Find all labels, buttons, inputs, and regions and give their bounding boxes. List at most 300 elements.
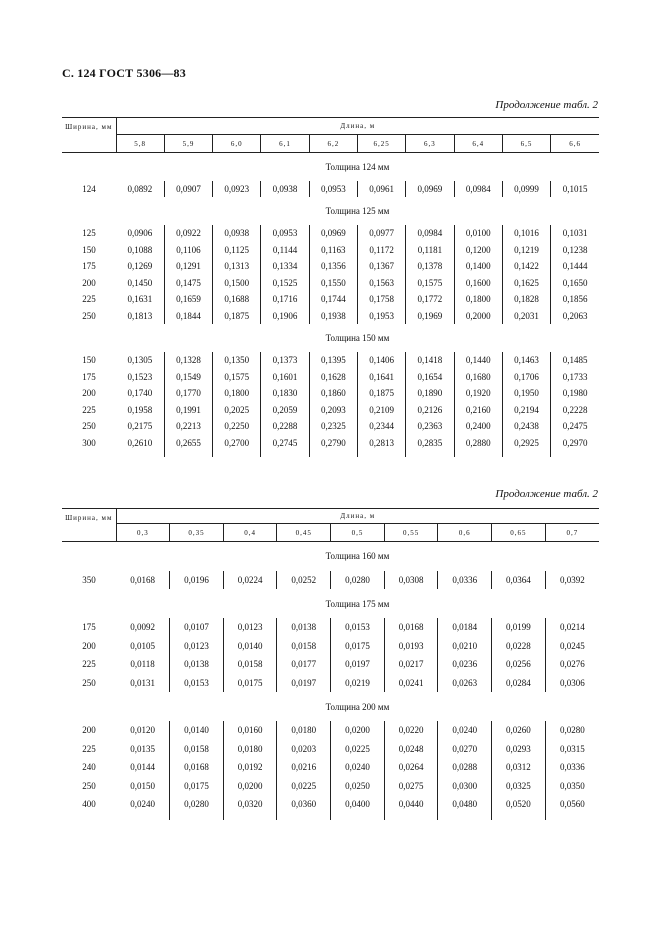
volume-cell: 0,2475 (551, 418, 599, 435)
row-width: 200 (82, 725, 96, 736)
row-width: 225 (82, 743, 96, 754)
volume-cell: 0,0240 (438, 721, 492, 740)
table-tail-cell (116, 451, 164, 457)
volume-cell: 0,1772 (406, 291, 454, 308)
section-title: Толщина 200 мм (325, 701, 390, 712)
volume-cell: 0,2970 (551, 435, 599, 452)
volume-cell: 0,1475 (164, 275, 212, 292)
row-width: 250 (82, 421, 96, 432)
volume-cell: 0,1716 (261, 291, 309, 308)
volume-cell: 0,0276 (545, 655, 599, 674)
volume-cell: 0,0350 (545, 777, 599, 796)
volume-cell: 0,2194 (502, 402, 550, 419)
volume-cell: 0,1219 (502, 242, 550, 259)
volume-cell: 0,0158 (223, 655, 277, 674)
length-column-header: 0,55 (384, 524, 438, 542)
volume-cell: 0,1575 (213, 369, 261, 386)
row-width: 400 (82, 799, 96, 810)
volume-cell: 0,1200 (454, 242, 502, 259)
volume-cell: 0,0131 (130, 677, 155, 688)
volume-cell: 0,1269 (127, 261, 153, 272)
volume-cell: 0,1440 (454, 352, 502, 369)
table-row (62, 225, 599, 242)
volume-cell: 0,0092 (130, 622, 155, 633)
table-tail-cell (551, 451, 599, 457)
volume-cell: 0,1500 (213, 275, 261, 292)
volume-cell: 0,0400 (331, 795, 385, 814)
volume-cell: 0,0264 (384, 758, 438, 777)
volume-cell: 0,0923 (213, 181, 261, 198)
table-tail-cell (116, 814, 170, 820)
volume-cell: 0,0270 (438, 740, 492, 759)
volume-cell: 0,0192 (223, 758, 277, 777)
volume-cell: 0,1770 (164, 385, 212, 402)
volume-cell: 0,1654 (406, 369, 454, 386)
length-column-header: 0,4 (223, 524, 277, 542)
volume-cell: 0,0293 (492, 740, 546, 759)
volume-cell: 0,1031 (551, 225, 599, 242)
volume-cell: 0,1830 (261, 385, 309, 402)
volume-cell: 0,1523 (127, 371, 153, 382)
volume-cell: 0,0100 (454, 225, 502, 242)
volume-cell: 0,0961 (357, 181, 405, 198)
volume-cell: 0,2063 (551, 308, 599, 325)
volume-cell: 0,0892 (127, 183, 153, 194)
volume-cell: 0,1890 (406, 385, 454, 402)
table-row (62, 352, 599, 369)
row-width: 175 (82, 371, 96, 382)
table-tail-cell (309, 451, 357, 457)
volume-cell: 0,1305 (127, 355, 153, 366)
table-tail-cell (213, 451, 261, 457)
length-column-header: 0,3 (116, 524, 170, 542)
length-column-header: 6,5 (502, 135, 550, 153)
volume-cell: 0,1016 (502, 225, 550, 242)
volume-cell: 0,0175 (170, 777, 224, 796)
volume-cell: 0,0256 (492, 655, 546, 674)
volume-cell: 0,2000 (454, 308, 502, 325)
volume-cell: 0,2655 (164, 435, 212, 452)
volume-cell: 0,0214 (545, 618, 599, 637)
volume-cell: 0,1758 (357, 291, 405, 308)
table-row (62, 308, 599, 325)
volume-cell: 0,1706 (502, 369, 550, 386)
volume-cell: 0,2175 (127, 421, 153, 432)
volume-cell: 0,1688 (213, 291, 261, 308)
row-width: 240 (82, 762, 96, 773)
table-row (62, 618, 599, 637)
table-row (62, 258, 599, 275)
volume-cell: 0,0150 (130, 780, 155, 791)
volume-cell: 0,0180 (277, 721, 331, 740)
volume-cell: 0,1367 (357, 258, 405, 275)
row-width: 150 (82, 355, 96, 366)
table-row (62, 740, 599, 759)
volume-cell: 0,1875 (357, 385, 405, 402)
table-tail-cell (545, 814, 599, 820)
volume-cell: 0,0315 (545, 740, 599, 759)
volume-cell: 0,1813 (127, 310, 153, 321)
table-row (62, 655, 599, 674)
volume-cell: 0,2093 (309, 402, 357, 419)
width-column-header: Ширина, мм (62, 118, 116, 153)
volume-cell: 0,1991 (164, 402, 212, 419)
volume-cell: 0,0325 (492, 777, 546, 796)
volume-cell: 0,0560 (545, 795, 599, 814)
volume-cell: 0,0144 (130, 762, 155, 773)
section-spacer (62, 589, 116, 618)
volume-cell: 0,0984 (406, 225, 454, 242)
volume-cell: 0,2325 (309, 418, 357, 435)
volume-cell: 0,0280 (170, 795, 224, 814)
volume-cell: 0,0280 (331, 571, 385, 590)
volume-cell: 0,1641 (357, 369, 405, 386)
volume-cell: 0,0217 (384, 655, 438, 674)
volume-cell: 0,2250 (213, 418, 261, 435)
volume-cell: 0,0219 (331, 674, 385, 693)
length-column-header: 6,0 (213, 135, 261, 153)
volume-cell: 0,1920 (454, 385, 502, 402)
section-spacer (62, 542, 116, 571)
volume-cell: 0,1906 (261, 308, 309, 325)
volume-cell: 0,2790 (309, 435, 357, 452)
volume-cell: 0,1628 (309, 369, 357, 386)
volume-cell: 0,0158 (277, 637, 331, 656)
volume-cell: 0,1418 (406, 352, 454, 369)
volume-cell: 0,1875 (213, 308, 261, 325)
table-row (62, 181, 599, 198)
table-row (62, 674, 599, 693)
length-header: Длина, м (116, 118, 599, 135)
volume-cell: 0,1950 (502, 385, 550, 402)
volume-cell: 0,2213 (164, 418, 212, 435)
volume-cell: 0,1106 (164, 242, 212, 259)
table-tail-cell (261, 451, 309, 457)
table-row (62, 795, 599, 814)
volume-cell: 0,0275 (384, 777, 438, 796)
section-title: Толщина 175 мм (325, 598, 390, 609)
volume-cell: 0,0938 (261, 181, 309, 198)
volume-cell: 0,0984 (454, 181, 502, 198)
data-table-2 (62, 508, 599, 820)
volume-cell: 0,1450 (127, 277, 153, 288)
volume-cell: 0,1350 (213, 352, 261, 369)
volume-cell: 0,1400 (454, 258, 502, 275)
volume-cell: 0,1313 (213, 258, 261, 275)
length-column-header: 0,65 (492, 524, 546, 542)
volume-cell: 0,0138 (170, 655, 224, 674)
volume-cell: 0,1844 (164, 308, 212, 325)
length-column-header: 6,3 (406, 135, 454, 153)
volume-cell: 0,2059 (261, 402, 309, 419)
volume-cell: 0,1291 (164, 258, 212, 275)
row-width: 250 (82, 780, 96, 791)
volume-cell: 0,0284 (492, 674, 546, 693)
section-title: Толщина 124 мм (325, 161, 390, 172)
length-column-header: 5,9 (164, 135, 212, 153)
volume-cell: 0,0306 (545, 674, 599, 693)
table-tail-cell (502, 451, 550, 457)
volume-cell: 0,0248 (384, 740, 438, 759)
volume-cell: 0,1395 (309, 352, 357, 369)
volume-cell: 0,0969 (406, 181, 454, 198)
volume-cell: 0,0245 (545, 637, 599, 656)
volume-cell: 0,1856 (551, 291, 599, 308)
length-header: Длина, м (116, 509, 599, 524)
volume-cell: 0,2363 (406, 418, 454, 435)
volume-cell: 0,0123 (170, 637, 224, 656)
continuation-label-1: Продолжение табл. 2 (495, 99, 598, 111)
volume-cell: 0,0216 (277, 758, 331, 777)
volume-cell: 0,0225 (277, 777, 331, 796)
volume-cell: 0,1163 (309, 242, 357, 259)
volume-cell: 0,1356 (309, 258, 357, 275)
volume-cell: 0,2228 (551, 402, 599, 419)
volume-cell: 0,0288 (438, 758, 492, 777)
volume-cell: 0,0520 (492, 795, 546, 814)
volume-cell: 0,1828 (502, 291, 550, 308)
table-tail-cell (492, 814, 546, 820)
volume-cell: 0,1980 (551, 385, 599, 402)
table-row (62, 571, 599, 590)
volume-cell: 0,0199 (492, 618, 546, 637)
table-row (62, 385, 599, 402)
volume-cell: 0,2344 (357, 418, 405, 435)
length-column-header: 0,35 (170, 524, 224, 542)
volume-cell: 0,1406 (357, 352, 405, 369)
row-width: 175 (82, 261, 96, 272)
volume-cell: 0,0200 (223, 777, 277, 796)
volume-cell: 0,0120 (130, 725, 155, 736)
volume-cell: 0,0197 (277, 674, 331, 693)
volume-cell: 0,0168 (170, 758, 224, 777)
volume-cell: 0,1525 (261, 275, 309, 292)
volume-cell: 0,1463 (502, 352, 550, 369)
volume-cell: 0,1144 (261, 242, 309, 259)
table-row (62, 291, 599, 308)
row-width: 225 (82, 659, 96, 670)
section-spacer (62, 197, 116, 225)
row-width: 175 (82, 622, 96, 633)
volume-cell: 0,1600 (454, 275, 502, 292)
table-row (62, 721, 599, 740)
volume-cell: 0,0907 (164, 181, 212, 198)
volume-cell: 0,1378 (406, 258, 454, 275)
volume-cell: 0,0953 (261, 225, 309, 242)
volume-cell: 0,0203 (277, 740, 331, 759)
volume-cell: 0,1800 (213, 385, 261, 402)
volume-cell: 0,0392 (545, 571, 599, 590)
volume-cell: 0,0107 (170, 618, 224, 637)
volume-cell: 0,2025 (213, 402, 261, 419)
volume-cell: 0,0177 (277, 655, 331, 674)
volume-cell: 0,0999 (502, 181, 550, 198)
length-column-header: 6,6 (551, 135, 599, 153)
volume-cell: 0,0250 (331, 777, 385, 796)
table-row (62, 242, 599, 259)
length-column-header: 6,4 (454, 135, 502, 153)
volume-cell: 0,1172 (357, 242, 405, 259)
volume-cell: 0,0210 (438, 637, 492, 656)
table-tail-cell (357, 451, 405, 457)
volume-cell: 0,0228 (492, 637, 546, 656)
volume-cell: 0,0153 (170, 674, 224, 693)
volume-cell: 0,1625 (502, 275, 550, 292)
volume-cell: 0,1575 (406, 275, 454, 292)
volume-cell: 0,1088 (127, 244, 153, 255)
volume-cell: 0,1650 (551, 275, 599, 292)
volume-cell: 0,0320 (223, 795, 277, 814)
volume-cell: 0,1969 (406, 308, 454, 325)
volume-cell: 0,1015 (551, 181, 599, 198)
volume-cell: 0,2835 (406, 435, 454, 452)
volume-cell: 0,0260 (492, 721, 546, 740)
row-width: 124 (82, 183, 96, 194)
table-tail-cell (277, 814, 331, 820)
volume-cell: 0,0969 (309, 225, 357, 242)
row-width: 150 (82, 244, 96, 255)
volume-cell: 0,1125 (213, 242, 261, 259)
table-tail-spacer (62, 451, 116, 457)
volume-cell: 0,0220 (384, 721, 438, 740)
volume-cell: 0,0140 (170, 721, 224, 740)
volume-cell: 0,0175 (331, 637, 385, 656)
volume-cell: 0,2925 (502, 435, 550, 452)
volume-cell: 0,0197 (331, 655, 385, 674)
volume-cell: 0,0240 (130, 799, 155, 810)
volume-cell: 0,0440 (384, 795, 438, 814)
volume-cell: 0,0180 (223, 740, 277, 759)
volume-cell: 0,1733 (551, 369, 599, 386)
section-spacer (62, 153, 116, 181)
volume-cell: 0,2745 (261, 435, 309, 452)
volume-cell: 0,2109 (357, 402, 405, 419)
section-spacer (62, 692, 116, 721)
volume-cell: 0,2160 (454, 402, 502, 419)
volume-cell: 0,2813 (357, 435, 405, 452)
table-tail-cell (406, 451, 454, 457)
volume-cell: 0,0175 (223, 674, 277, 693)
volume-cell: 0,1938 (309, 308, 357, 325)
volume-cell: 0,0922 (164, 225, 212, 242)
volume-cell: 0,1860 (309, 385, 357, 402)
volume-cell: 0,1238 (551, 242, 599, 259)
section-title: Толщина 125 мм (325, 206, 390, 216)
volume-cell: 0,2288 (261, 418, 309, 435)
volume-cell: 0,1680 (454, 369, 502, 386)
volume-cell: 0,1601 (261, 369, 309, 386)
volume-cell: 0,0138 (277, 618, 331, 637)
length-column-header: 6,1 (261, 135, 309, 153)
row-width: 250 (82, 677, 96, 688)
volume-cell: 0,0240 (331, 758, 385, 777)
table-row (62, 418, 599, 435)
volume-cell: 0,2700 (213, 435, 261, 452)
continuation-label-2: Продолжение табл. 2 (495, 488, 598, 500)
length-column-header: 6,25 (357, 135, 405, 153)
volume-cell: 0,0160 (223, 721, 277, 740)
row-width: 300 (82, 437, 96, 448)
volume-cell: 0,0480 (438, 795, 492, 814)
volume-cell: 0,2610 (127, 437, 153, 448)
volume-cell: 0,1659 (164, 291, 212, 308)
volume-cell: 0,2400 (454, 418, 502, 435)
volume-cell: 0,0168 (130, 574, 155, 585)
volume-cell: 0,1549 (164, 369, 212, 386)
length-column-header: 0,5 (331, 524, 385, 542)
table-tail-cell (164, 451, 212, 457)
volume-cell: 0,1958 (127, 404, 153, 415)
table-tail-cell (384, 814, 438, 820)
volume-cell: 0,0236 (438, 655, 492, 674)
volume-cell: 0,0105 (130, 640, 155, 651)
volume-cell: 0,0118 (130, 659, 155, 670)
volume-cell: 0,0308 (384, 571, 438, 590)
length-column-header: 0,45 (277, 524, 331, 542)
volume-cell: 0,0300 (438, 777, 492, 796)
table-tail-cell (331, 814, 385, 820)
section-title: Толщина 160 мм (325, 551, 390, 562)
volume-cell: 0,1444 (551, 258, 599, 275)
volume-cell: 0,1328 (164, 352, 212, 369)
volume-cell: 0,1373 (261, 352, 309, 369)
row-width: 200 (82, 388, 96, 399)
volume-cell: 0,2031 (502, 308, 550, 325)
width-column-header: Ширина, мм (62, 509, 116, 542)
volume-cell: 0,2438 (502, 418, 550, 435)
table-row (62, 777, 599, 796)
volume-cell: 0,0225 (331, 740, 385, 759)
row-width: 200 (82, 640, 96, 651)
row-width: 225 (82, 404, 96, 415)
table-row (62, 275, 599, 292)
row-width: 125 (82, 228, 96, 239)
table-row (62, 369, 599, 386)
row-width: 250 (82, 310, 96, 321)
length-column-header: 5,8 (116, 135, 164, 153)
volume-cell: 0,0193 (384, 637, 438, 656)
volume-cell: 0,0364 (492, 571, 546, 590)
volume-cell: 0,0123 (223, 618, 277, 637)
volume-cell: 0,1953 (357, 308, 405, 325)
length-column-header: 6,2 (309, 135, 357, 153)
volume-cell: 0,0336 (438, 571, 492, 590)
page-header: С. 124 ГОСТ 5306—83 (62, 66, 186, 80)
table-row (62, 402, 599, 419)
volume-cell: 0,0200 (331, 721, 385, 740)
volume-cell: 0,0953 (309, 181, 357, 198)
volume-cell: 0,0906 (127, 228, 153, 239)
table-tail-spacer (62, 814, 116, 820)
volume-cell: 0,1563 (357, 275, 405, 292)
volume-cell: 0,1740 (127, 388, 153, 399)
volume-cell: 0,0312 (492, 758, 546, 777)
table-row (62, 637, 599, 656)
volume-cell: 0,0184 (438, 618, 492, 637)
length-column-header: 0,6 (438, 524, 492, 542)
volume-cell: 0,1422 (502, 258, 550, 275)
row-width: 200 (82, 277, 96, 288)
section-spacer (62, 324, 116, 352)
section-title: Толщина 150 мм (325, 333, 390, 343)
row-width: 350 (82, 574, 96, 585)
volume-cell: 0,2126 (406, 402, 454, 419)
volume-cell: 0,0360 (277, 795, 331, 814)
volume-cell: 0,1631 (127, 294, 153, 305)
row-width: 225 (82, 294, 96, 305)
volume-cell: 0,0153 (331, 618, 385, 637)
volume-cell: 0,0977 (357, 225, 405, 242)
